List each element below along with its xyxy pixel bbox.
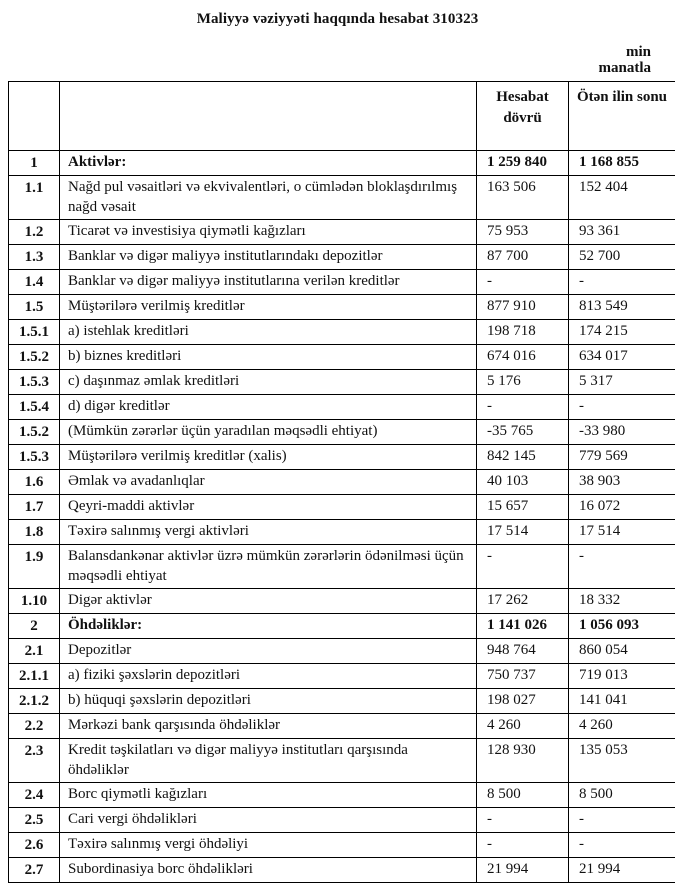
table-row [9, 420, 675, 445]
row-previous-value: 1 168 855 [569, 151, 675, 176]
row-previous-value: 16 072 [569, 495, 675, 520]
row-number: 1.5.3 [9, 370, 60, 395]
table-row [9, 270, 675, 295]
row-number: 2 [9, 614, 60, 639]
row-previous-value: -33 980 [569, 420, 675, 445]
row-number: 1.5.3 [9, 445, 60, 470]
row-label: Cari vergi öhdəlikləri [60, 808, 477, 833]
row-number: 2.1 [9, 639, 60, 664]
row-current-value: 17 514 [477, 520, 569, 545]
row-current-value: 4 260 [477, 714, 569, 739]
unit-note-line-1: min [0, 44, 651, 60]
row-current-value: 750 737 [477, 664, 569, 689]
row-previous-value: 8 500 [569, 783, 675, 808]
row-number: 2.6 [9, 833, 60, 858]
header-previous-period: Ötən ilin sonu [569, 82, 675, 151]
table-row [9, 176, 675, 220]
row-number: 2.1.1 [9, 664, 60, 689]
row-previous-value: 860 054 [569, 639, 675, 664]
row-current-value: 21 994 [477, 858, 569, 883]
table-row [9, 470, 675, 495]
table-row [9, 714, 675, 739]
row-current-value: 674 016 [477, 345, 569, 370]
row-number: 1.5.2 [9, 345, 60, 370]
row-label: Banklar və digər maliyyə institutlarındakı depozitlər [60, 245, 477, 270]
row-label: Kredit təşkilatları və digər maliyyə institutları qarşısında öhdəliklər [60, 739, 477, 783]
row-label: Subordinasiya borc öhdəlikləri [60, 858, 477, 883]
table-row [9, 370, 675, 395]
row-current-value: 1 141 026 [477, 614, 569, 639]
table-row [9, 395, 675, 420]
table-row [9, 545, 675, 589]
row-previous-value: 5 317 [569, 370, 675, 395]
row-current-value: 948 764 [477, 639, 569, 664]
row-previous-value: 135 053 [569, 739, 675, 783]
row-label: a) istehlak kreditləri [60, 320, 477, 345]
row-previous-value: 21 994 [569, 858, 675, 883]
header-row-number-column [9, 82, 60, 151]
row-previous-value: 152 404 [569, 176, 675, 220]
row-previous-value: 779 569 [569, 445, 675, 470]
row-current-value: - [477, 545, 569, 589]
row-current-value: 5 176 [477, 370, 569, 395]
table-row [9, 739, 675, 783]
financial-position-table [8, 81, 675, 883]
row-current-value: - [477, 270, 569, 295]
table-row [9, 295, 675, 320]
row-label: Öhdəliklər: [60, 614, 477, 639]
row-label: Mərkəzi bank qarşısında öhdəliklər [60, 714, 477, 739]
row-previous-value: - [569, 808, 675, 833]
header-current-period: Hesabat dövrü [477, 82, 569, 151]
row-number: 1.3 [9, 245, 60, 270]
table-body [9, 151, 675, 883]
row-number: 1.6 [9, 470, 60, 495]
row-number: 2.5 [9, 808, 60, 833]
table-row [9, 520, 675, 545]
table-row [9, 639, 675, 664]
row-number: 1.7 [9, 495, 60, 520]
row-number: 1.5 [9, 295, 60, 320]
row-previous-value: 634 017 [569, 345, 675, 370]
row-previous-value: - [569, 270, 675, 295]
row-number: 1 [9, 151, 60, 176]
row-current-value: - [477, 395, 569, 420]
row-label: Təxirə salınmış vergi öhdəliyi [60, 833, 477, 858]
row-number: 1.8 [9, 520, 60, 545]
row-current-value: - [477, 833, 569, 858]
row-current-value: 87 700 [477, 245, 569, 270]
row-number: 1.5.4 [9, 395, 60, 420]
table-row [9, 495, 675, 520]
row-previous-value: 52 700 [569, 245, 675, 270]
unit-note-line-2: manatla [0, 60, 651, 76]
unit-note [0, 44, 651, 76]
row-current-value: 842 145 [477, 445, 569, 470]
row-number: 1.10 [9, 589, 60, 614]
row-current-value: 128 930 [477, 739, 569, 783]
row-number: 2.7 [9, 858, 60, 883]
row-label: Təxirə salınmış vergi aktivləri [60, 520, 477, 545]
row-number: 2.1.2 [9, 689, 60, 714]
table-row [9, 589, 675, 614]
row-previous-value: 17 514 [569, 520, 675, 545]
row-previous-value: 93 361 [569, 220, 675, 245]
table-row [9, 808, 675, 833]
table-row [9, 245, 675, 270]
table-row [9, 664, 675, 689]
row-current-value: -35 765 [477, 420, 569, 445]
table-header-row [9, 82, 675, 151]
row-label: Qeyri-maddi aktivlər [60, 495, 477, 520]
row-label: c) daşınmaz əmlak kreditləri [60, 370, 477, 395]
row-label: Müştərilərə verilmiş kreditlər (xalis) [60, 445, 477, 470]
row-previous-value: - [569, 395, 675, 420]
row-label: Banklar və digər maliyyə institutlarına verilən kreditlər [60, 270, 477, 295]
row-current-value: 8 500 [477, 783, 569, 808]
row-current-value: 877 910 [477, 295, 569, 320]
row-number: 1.5.2 [9, 420, 60, 445]
row-current-value: 75 953 [477, 220, 569, 245]
row-number: 1.9 [9, 545, 60, 589]
row-number: 2.2 [9, 714, 60, 739]
table-row [9, 833, 675, 858]
row-number: 2.4 [9, 783, 60, 808]
row-label: Digər aktivlər [60, 589, 477, 614]
table-row [9, 345, 675, 370]
row-current-value: 198 718 [477, 320, 569, 345]
row-label: Depozitlər [60, 639, 477, 664]
row-label: a) fiziki şəxslərin depozitləri [60, 664, 477, 689]
row-label: Balansdankənar aktivlər üzrə mümkün zərərlərin ödənilməsi üçün məqsədli ehtiyat [60, 545, 477, 589]
row-label: Borc qiymətli kağızları [60, 783, 477, 808]
row-current-value: 198 027 [477, 689, 569, 714]
row-current-value: 1 259 840 [477, 151, 569, 176]
row-label: Aktivlər: [60, 151, 477, 176]
row-previous-value: 174 215 [569, 320, 675, 345]
row-previous-value: 18 332 [569, 589, 675, 614]
row-number: 1.4 [9, 270, 60, 295]
table-row [9, 858, 675, 883]
row-label: b) biznes kreditləri [60, 345, 477, 370]
row-current-value: 163 506 [477, 176, 569, 220]
table-row [9, 689, 675, 714]
row-previous-value: 1 056 093 [569, 614, 675, 639]
row-previous-value: 141 041 [569, 689, 675, 714]
row-current-value: 15 657 [477, 495, 569, 520]
row-label: Nağd pul vəsaitləri və ekvivalentləri, o cümlədən bloklaşdırılmış nağd vəsait [60, 176, 477, 220]
row-number: 1.2 [9, 220, 60, 245]
row-previous-value: 4 260 [569, 714, 675, 739]
row-number: 1.5.1 [9, 320, 60, 345]
row-previous-value: 813 549 [569, 295, 675, 320]
row-label: Müştərilərə verilmiş kreditlər [60, 295, 477, 320]
table-row [9, 220, 675, 245]
row-label: b) hüquqi şəxslərin depozitləri [60, 689, 477, 714]
table-row [9, 614, 675, 639]
table-row [9, 151, 675, 176]
row-current-value: 17 262 [477, 589, 569, 614]
row-previous-value: - [569, 545, 675, 589]
row-label: Əmlak və avadanlıqlar [60, 470, 477, 495]
row-number: 1.1 [9, 176, 60, 220]
row-label: Ticarət və investisiya qiymətli kağızları [60, 220, 477, 245]
table-row [9, 445, 675, 470]
row-label: d) digər kreditlər [60, 395, 477, 420]
document-title: Maliyyə vəziyyəti haqqında hesabat 310323 [0, 0, 675, 28]
table-row [9, 783, 675, 808]
row-previous-value: - [569, 833, 675, 858]
row-label: (Mümkün zərərlər üçün yaradılan məqsədli ehtiyat) [60, 420, 477, 445]
header-item-column [60, 82, 477, 151]
row-current-value: - [477, 808, 569, 833]
row-previous-value: 38 903 [569, 470, 675, 495]
row-number: 2.3 [9, 739, 60, 783]
row-previous-value: 719 013 [569, 664, 675, 689]
row-current-value: 40 103 [477, 470, 569, 495]
table-row [9, 320, 675, 345]
